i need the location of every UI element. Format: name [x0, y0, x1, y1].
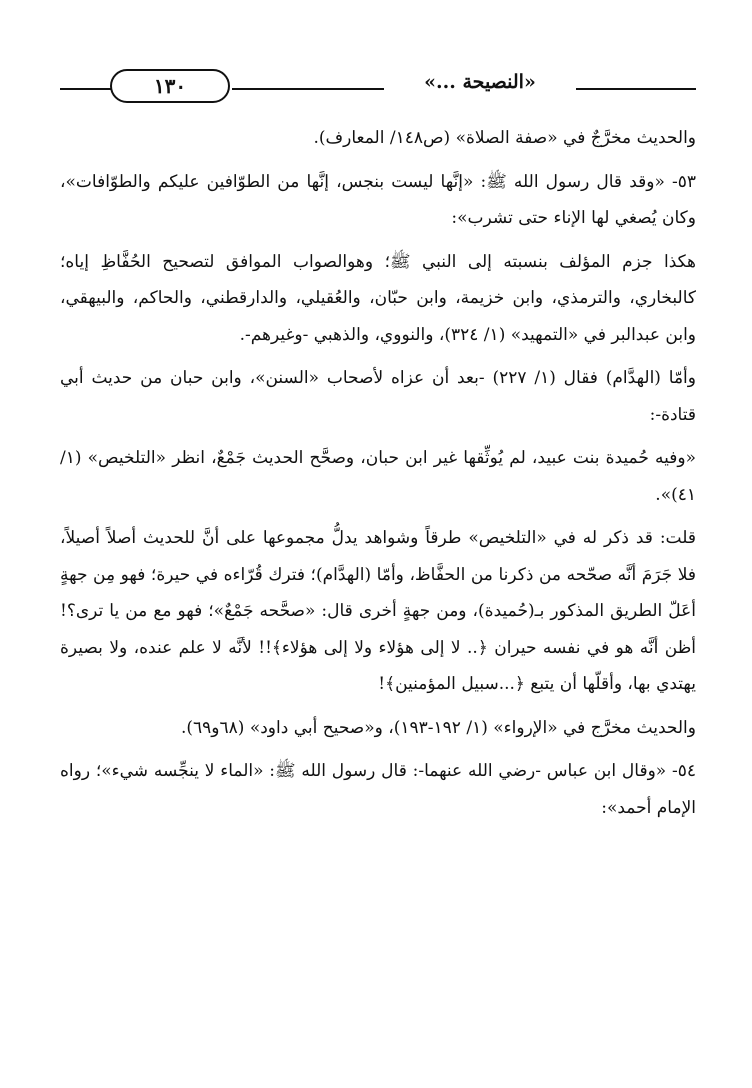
page-header — [60, 66, 696, 108]
paragraph-haddam-quote-intro: وأمّا (الهدَّام) فقال (١/ ٢٢٧) -بعد أن عزاه لأصحاب «السنن»، وابن حبان من حديث أبي قتادة-: — [60, 368, 696, 425]
header-rule-left — [60, 88, 112, 90]
paragraph-response: قلت: قد ذكر له في «التلخيص» طرقاً وشواهد يدلُّ مجموعها على أنَّ للحديث أصلاً أصيلاً، فلا جَرَمَ أنَّه صحّحه من ذكرنا من الحفَّاظ، وأمّا (الهدَّام)؛ فترك قُرّاءه في حيرة؛ فهو مِن جهةٍ أعَلّ الطريق المذكور بـ(حُميدة)، ومن جهةٍ أخرى قال: «صحَّحه جَمْعٌ»؛ فهو مع من يا ترى؟! أظن أنَّه هو في نفسه حيران ﴿.. لا إلى هؤلاء ولا إلى هؤلاء﴾!! لأنَّه لا علم عنده، ولا بصيرة يهتدي بها، وأقلّها أن يتبع ﴿...سبيل المؤمنين﴾! — [60, 528, 696, 694]
page-body — [60, 120, 696, 833]
page-number: ١٣٠ — [110, 69, 230, 103]
header-rule-right — [576, 88, 696, 90]
running-title: «النصيحة ...» — [424, 71, 536, 93]
header-rule-middle — [232, 88, 384, 90]
paragraph-item-53: ٥٣- «وقد قال رسول الله ﷺ: «إنَّها ليست بنجس، إنَّها من الطوّافين عليكم والطوّافات»، وكان يُصغي لها الإناء حتى تشرب»: — [60, 171, 696, 228]
paragraph-quote: «وفيه حُميدة بنت عبيد، لم يُوثِّقها غير ابن حبان، وصحَّح الحديث جَمْعٌ، انظر «التلخيص» (١/ ٤١)». — [60, 448, 696, 505]
paragraph-source-note: والحديث مخرَّجٌ في «صفة الصلاة» (ص١٤٨/ المعارف). — [313, 128, 696, 148]
paragraph-takhrij: والحديث مخرَّج في «الإرواء» (١/ ١٩٢-١٩٣)، و«صحيح أبي داود» (٦٨و٦٩). — [180, 717, 696, 738]
paragraph-item-54: ٥٤- «وقال ابن عباس -رضي الله عنهما-: قال رسول الله ﷺ: «الماء لا ينجِّسه شيء»؛ رواه الإمام أحمد»: — [60, 761, 696, 818]
paragraph-commentary: هكذا جزم المؤلف بنسبته إلى النبي ﷺ؛ وهوالصواب الموافق لتصحيح الحُفَّاظِ إياه؛ كالبخاري، والترمذي، وابن خزيمة، وابن حبّان، والعُقيلي، والدارقطني، والحاكم، والبيهقي، وابن عبدالبر في «التمهيد» (١/ ٣٢٤)، والنووي، والذهبي -وغيرهم-. — [60, 251, 696, 345]
